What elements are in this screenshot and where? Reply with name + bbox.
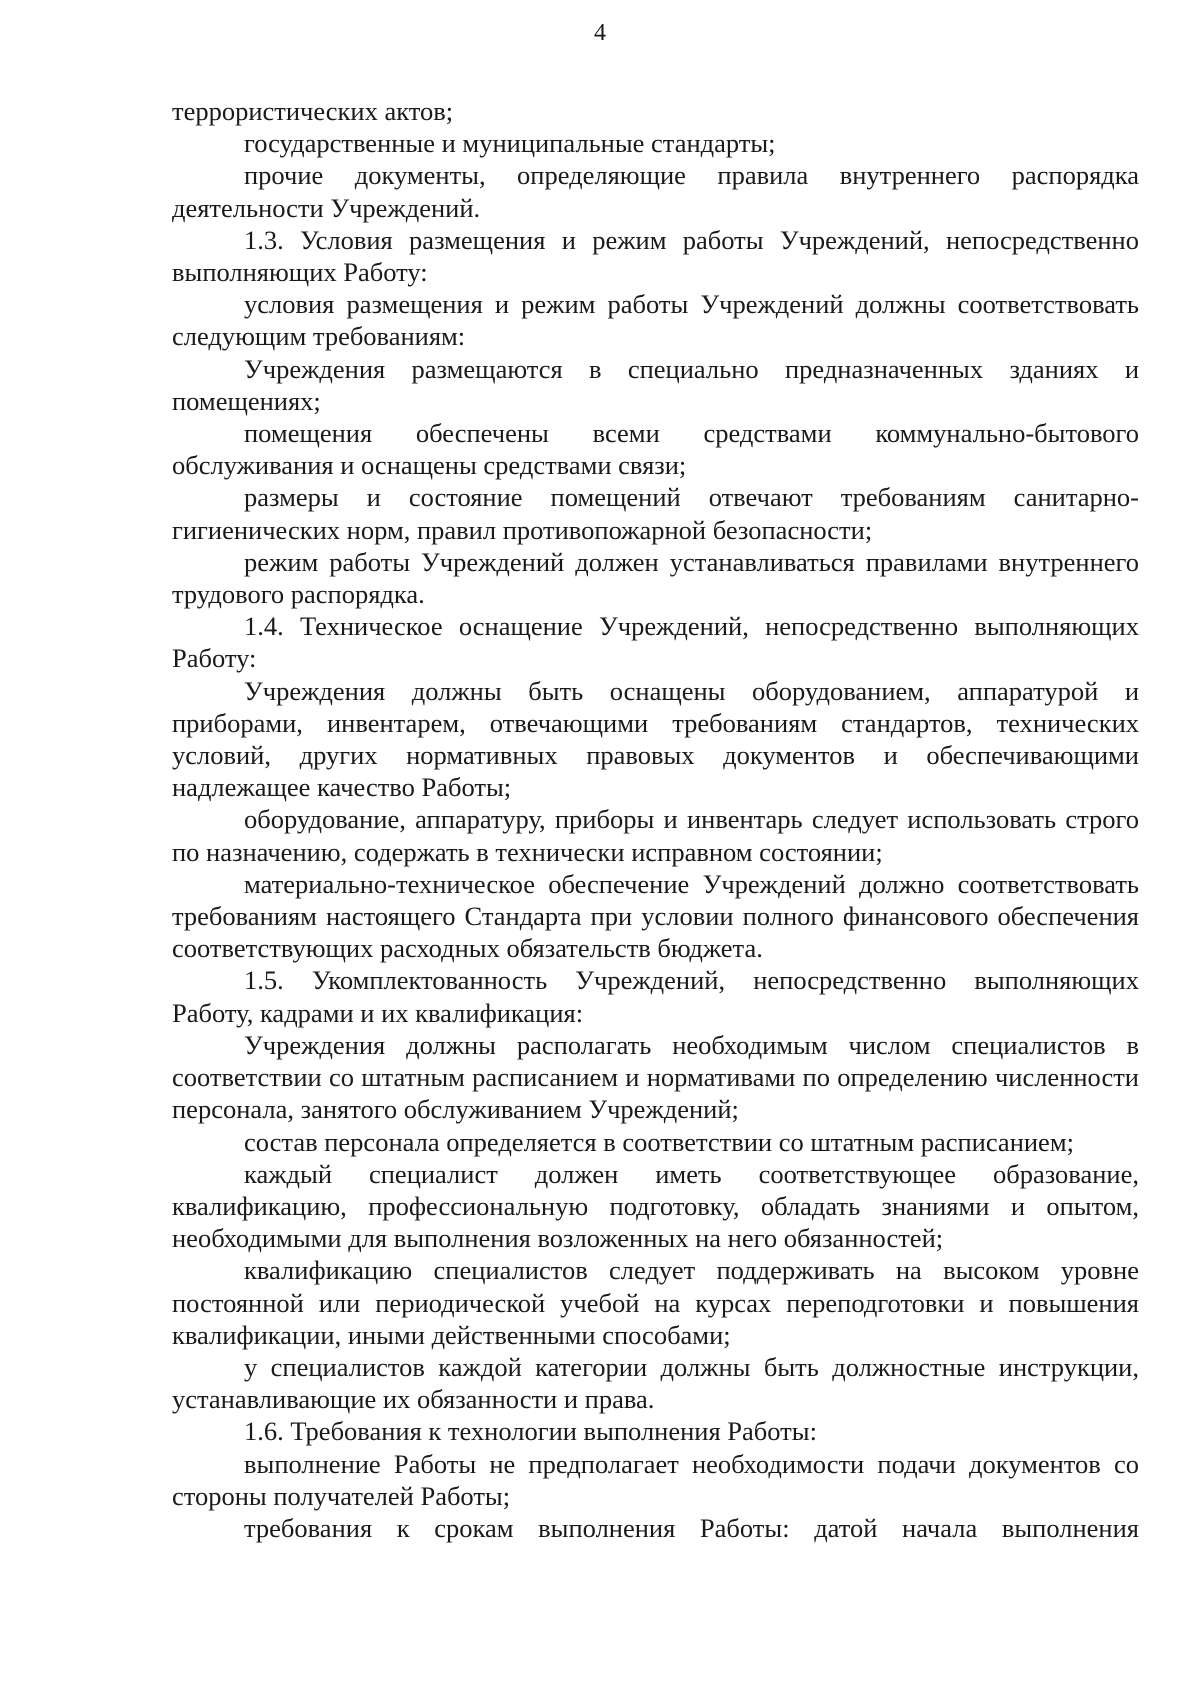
section-heading-1-3: 1.3. Условия размещения и режим работы Учреждений, непосредственно выполняющих Работу: bbox=[172, 224, 1139, 288]
paragraph: Учреждения должны быть оснащены оборудованием, аппаратурой и приборами, инвентарем, отвечающими требованиям стандартов, технических условий, других нормативных правовых документов и обеспечивающими надлежащее качество Работы; bbox=[172, 675, 1139, 803]
paragraph: оборудование, аппаратуру, приборы и инвентарь следует использовать строго по назначению, содержать в технически исправном состоянии; bbox=[172, 804, 1139, 867]
paragraph: Учреждения должны располагать необходимым числом специалистов в соответствии со штатным расписанием и нормативами по определению численности персонала, занятого обслуживанием Учреждений; bbox=[172, 1029, 1139, 1125]
paragraph: Учреждения размещаются в специально предназначенных зданиях и помещениях; bbox=[172, 353, 1139, 416]
paragraph: прочие документы, определяющие правила внутреннего распорядка деятельности Учреждений. bbox=[172, 160, 1139, 223]
paragraph: состав персонала определяется в соответствии со штатным расписанием; bbox=[244, 1126, 1074, 1157]
paragraph: размеры и состояние помещений отвечают требованиям санитарно-гигиенических норм, правил противопожарной безопасности; bbox=[172, 482, 1139, 545]
paragraph: выполнение Работы не предполагает необходимости подачи документов со стороны получателей Работы; bbox=[172, 1448, 1139, 1511]
paragraph: квалификацию специалистов следует поддерживать на высоком уровне постоянной или периодической учебой на курсах переподготовки и повышения квалификации, иными действенными способами; bbox=[172, 1255, 1139, 1350]
paragraph: террористических актов; bbox=[172, 96, 454, 126]
paragraph: условия размещения и режим работы Учреждений должны соответствовать следующим требованиям: bbox=[172, 289, 1139, 352]
paragraph: каждый специалист должен иметь соответствующее образование, квалификацию, профессиональную подготовку, обладать знаниями и опытом, необходимыми для выполнения возложенных на него обязанностей; bbox=[172, 1158, 1139, 1254]
page-number: 4 bbox=[594, 20, 606, 46]
paragraph: режим работы Учреждений должен устанавливаться правилами внутреннего трудового распорядка. bbox=[172, 546, 1139, 610]
section-heading-1-4: 1.4. Техническое оснащение Учреждений, непосредственно выполняющих Работу: bbox=[172, 611, 1139, 674]
document-body bbox=[172, 95, 1139, 1544]
paragraph: государственные и муниципальные стандарты; bbox=[244, 128, 776, 159]
paragraph: у специалистов каждой категории должны быть должностные инструкции, устанавливающие их обязанности и права. bbox=[172, 1351, 1139, 1415]
section-heading-1-5: 1.5. Укомплектованность Учреждений, непосредственно выполняющих Работу, кадрами и их квалификация: bbox=[172, 965, 1139, 1028]
paragraph: помещения обеспечены всеми средствами коммунально-бытового обслуживания и оснащены средствами связи; bbox=[172, 418, 1139, 481]
section-heading-1-6: 1.6. Требования к технологии выполнения Работы: bbox=[244, 1416, 817, 1447]
paragraph: материально-техническое обеспечение Учреждений должно соответствовать требованиям настоящего Стандарта при условии полного финансового обеспечения соответствующих расходных обязательств бюджета. bbox=[172, 868, 1139, 964]
paragraph: требования к срокам выполнения Работы: датой начала выполнения bbox=[244, 1512, 1139, 1543]
